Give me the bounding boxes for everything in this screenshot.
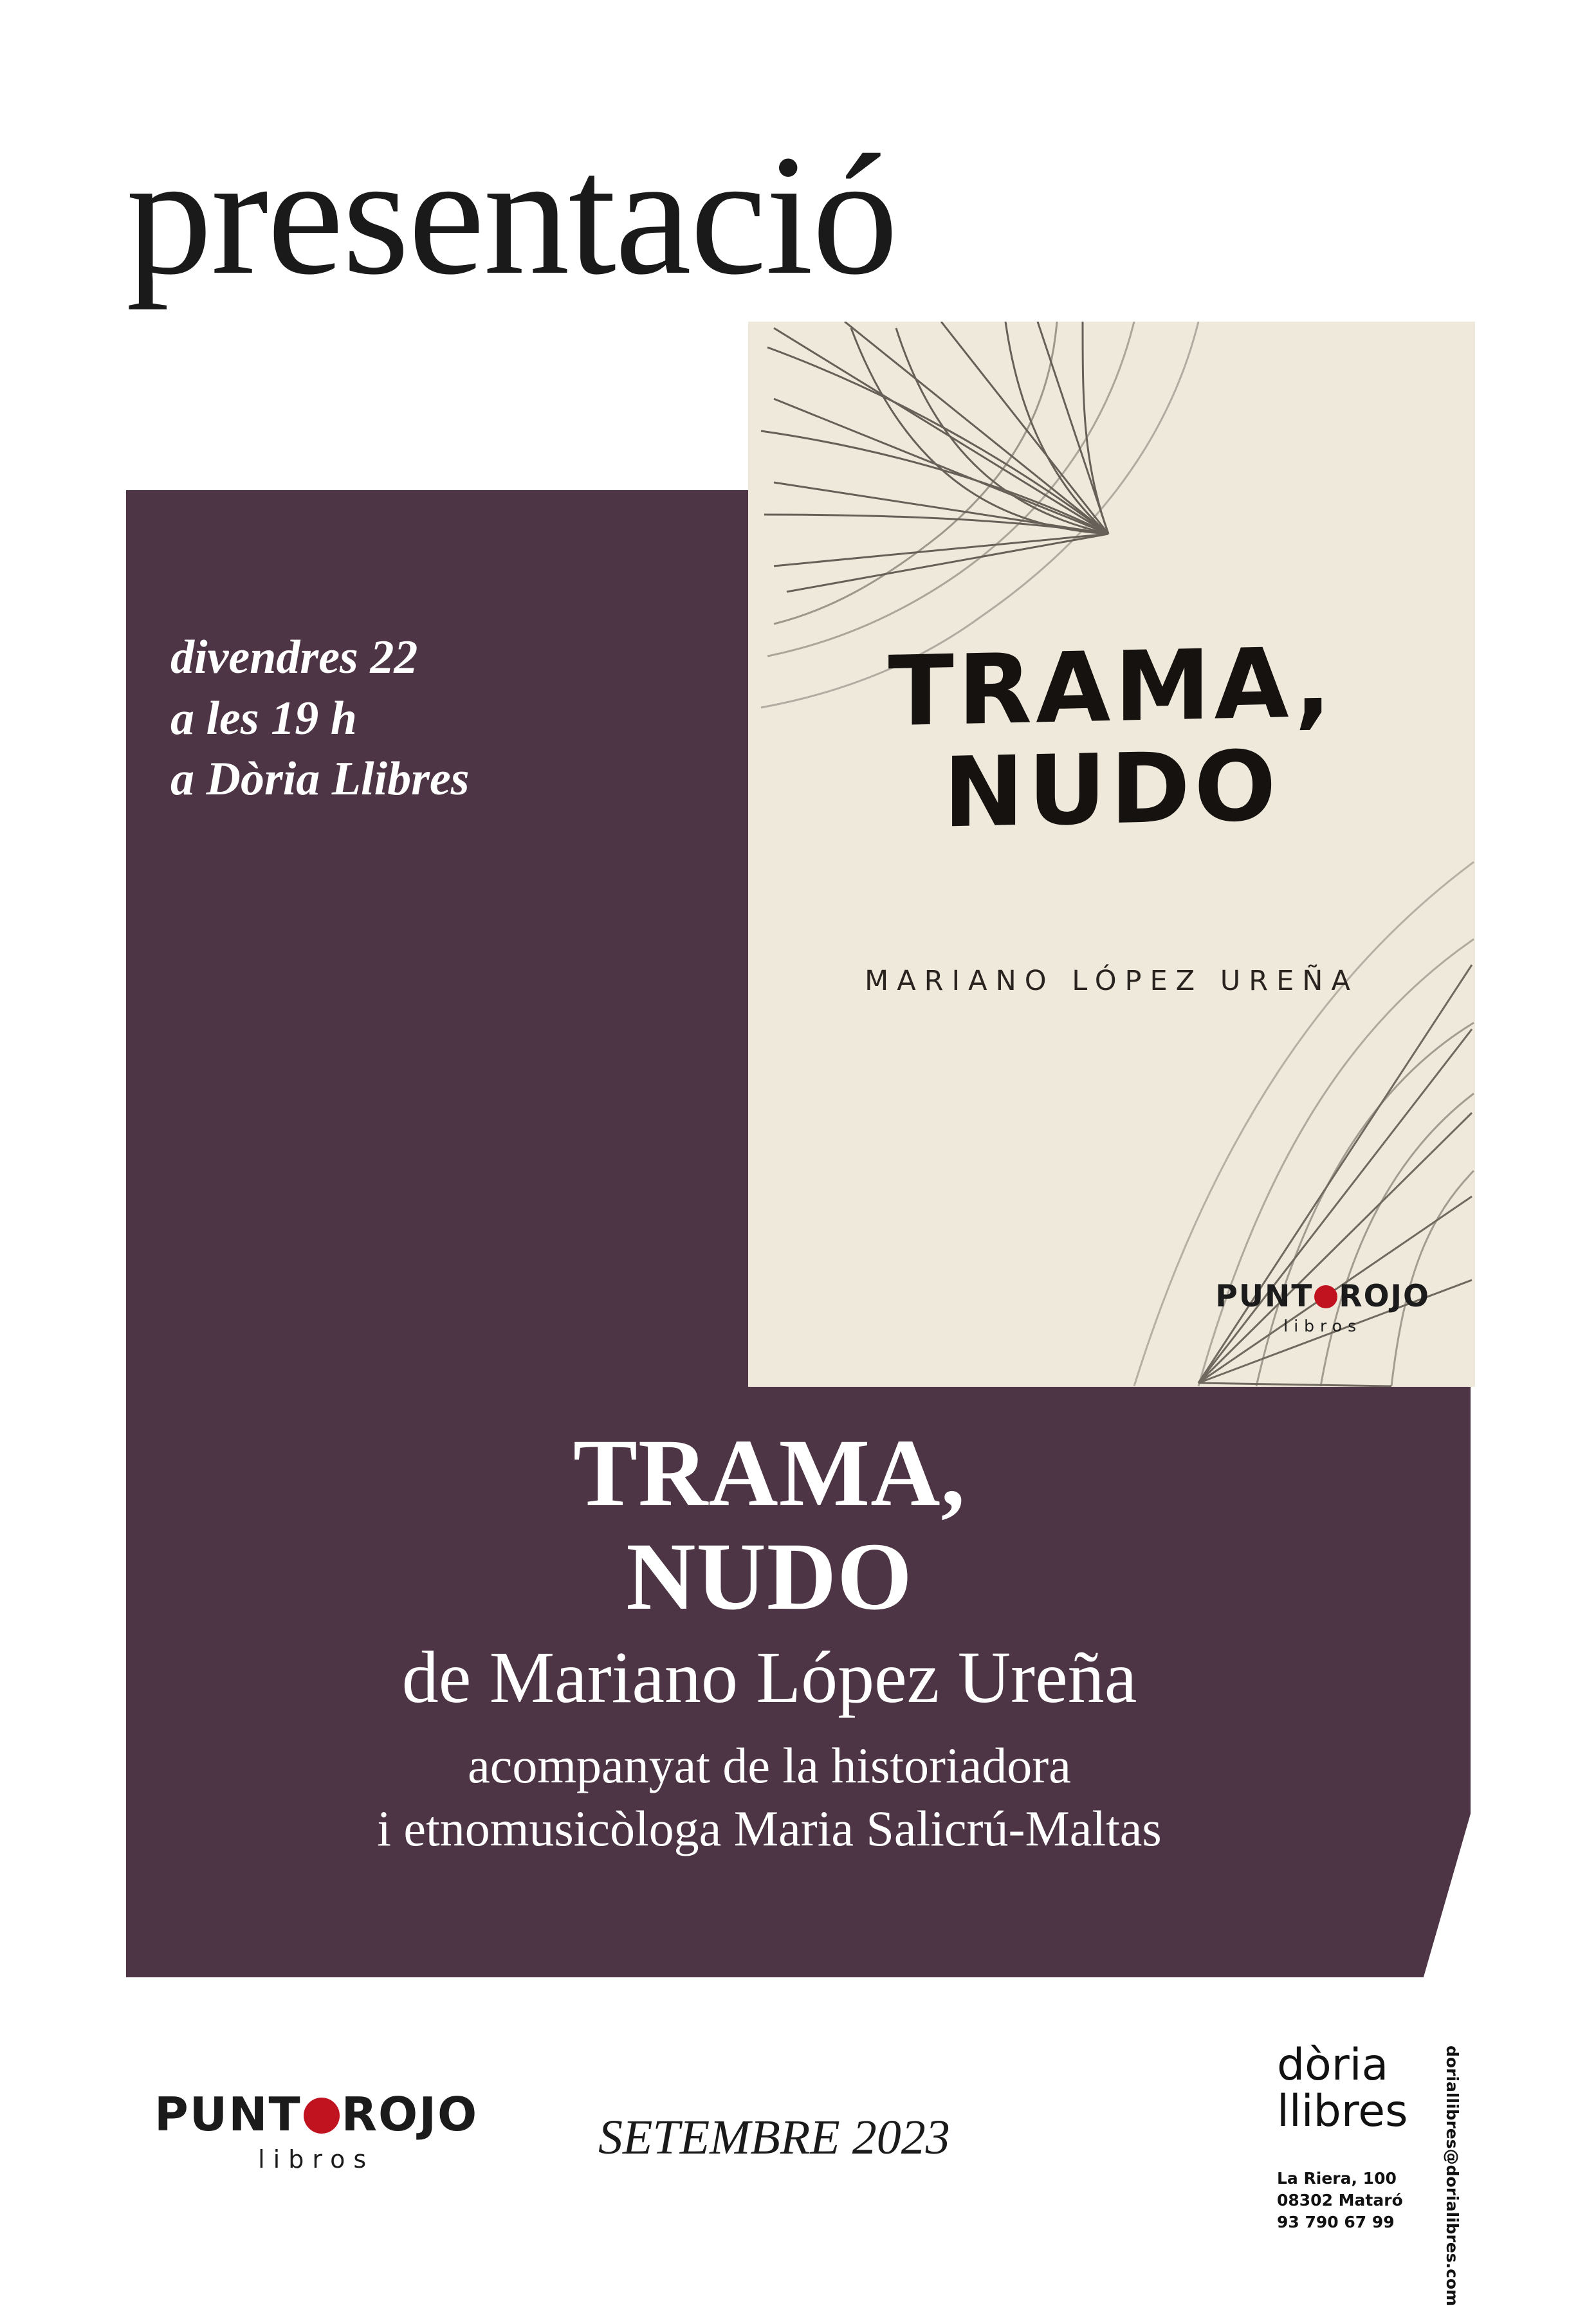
cover-publisher-logo xyxy=(1215,1279,1430,1335)
event-date-line-1: divendres 22 xyxy=(170,631,418,684)
bookshop-email: doriallibres@dorialibres.com xyxy=(1443,2045,1462,2306)
event-date-line-3: a Dòria Llibres xyxy=(170,753,470,806)
red-dot-icon xyxy=(1314,1285,1337,1308)
bookshop-address xyxy=(1277,2168,1403,2233)
book-info-block xyxy=(126,1422,1413,1860)
bookshop-name-line-1: dòria xyxy=(1277,2040,1389,2091)
red-dot-icon xyxy=(304,2098,340,2134)
book-guest-line-1: acompanyat de la historiadora xyxy=(468,1737,1071,1794)
footer-month-year: SETEMBRE 2023 xyxy=(598,2110,950,2164)
footer-publisher-word-punt: PUNT xyxy=(154,2087,302,2141)
cover-title xyxy=(748,629,1475,849)
book-guest-line-2: i etnomusicòloga Maria Salicrú-Maltas xyxy=(377,1800,1162,1856)
footer-publisher-logo xyxy=(154,2087,478,2173)
book-title-line-1: TRAMA, xyxy=(573,1420,966,1526)
address-phone: 93 790 67 99 xyxy=(1277,2212,1395,2231)
footer-publisher-name xyxy=(154,2087,478,2141)
event-date-line-2: a les 19 h xyxy=(170,691,357,745)
address-line-1: La Riera, 100 xyxy=(1277,2169,1397,2188)
book-title-line-2: NUDO xyxy=(626,1523,913,1630)
cover-publisher-name xyxy=(1215,1279,1430,1314)
footer-publisher-word-rojo: ROJO xyxy=(341,2087,479,2141)
cover-author: MARIANO LÓPEZ UREÑA xyxy=(865,965,1359,997)
publisher-word-punt: PUNT xyxy=(1215,1279,1314,1314)
cover-title-line-1: TRAMA, xyxy=(888,627,1335,749)
page-title: presentació xyxy=(126,119,897,310)
event-date-block xyxy=(170,627,470,810)
bookshop-name-line-2: llibres xyxy=(1277,2086,1408,2137)
cover-title-line-2: NUDO xyxy=(943,730,1280,850)
footer-publisher-sub: libros xyxy=(258,2145,375,2173)
book-title xyxy=(126,1422,1413,1628)
address-line-2: 08302 Mataró xyxy=(1277,2190,1403,2210)
book-author: de Mariano López Ureña xyxy=(401,1636,1137,1718)
book-guest-block xyxy=(126,1734,1413,1860)
spiderweb-graphic xyxy=(748,322,1475,1387)
cover-publisher-sub: libros xyxy=(1283,1317,1362,1335)
bookshop-logo xyxy=(1277,2042,1408,2135)
publisher-word-rojo: ROJO xyxy=(1339,1279,1430,1314)
book-cover-image xyxy=(748,322,1475,1387)
